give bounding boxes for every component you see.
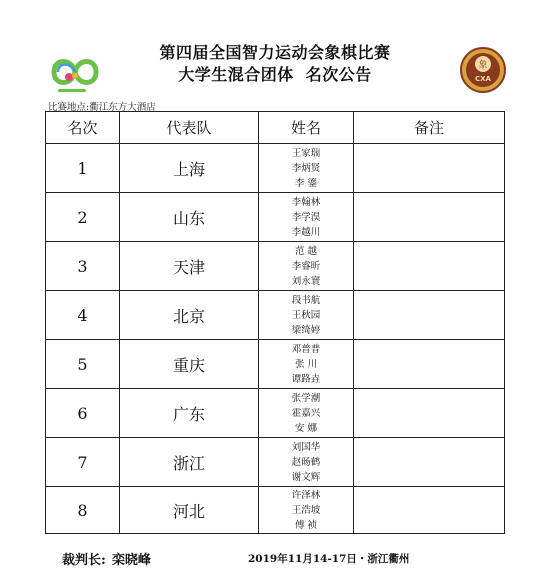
rank-cell: 1 — [46, 144, 120, 193]
rank-cell: 4 — [46, 291, 120, 340]
emblem-text: CXA — [475, 75, 491, 83]
table-row — [46, 242, 505, 291]
members-cell — [259, 242, 354, 291]
member-name: 邓普普 — [291, 343, 321, 355]
member-name: 李越川 — [291, 226, 321, 238]
note-cell — [354, 389, 505, 438]
member-name: 安 娜 — [294, 422, 318, 434]
member-name: 王秋园 — [291, 309, 321, 321]
referee-name: 栾晓峰 — [111, 553, 151, 568]
members-cell — [259, 291, 354, 340]
table-row — [46, 144, 505, 193]
table-row — [46, 438, 505, 487]
title-line-2 — [0, 62, 550, 85]
team-cell: 河北 — [120, 487, 259, 534]
emblem-char: 象 — [478, 60, 488, 71]
rank-cell: 5 — [46, 340, 120, 389]
note-cell — [354, 487, 505, 534]
table-row — [46, 193, 505, 242]
member-name: 许泽林 — [291, 489, 321, 501]
member-name: 谭路垚 — [291, 373, 321, 385]
col-rank-header: 名次 — [46, 112, 120, 144]
member-name: 张学潮 — [291, 392, 321, 404]
member-name: 李翰林 — [291, 196, 321, 208]
member-name: 赵旸鹤 — [291, 456, 321, 468]
team-cell: 北京 — [120, 291, 259, 340]
member-name: 傅 祯 — [294, 519, 318, 531]
table-row — [46, 487, 505, 534]
col-team-header: 代表队 — [120, 112, 259, 144]
member-name: 李 鎏 — [294, 177, 318, 189]
table-row — [46, 340, 505, 389]
member-name: 张 川 — [294, 358, 318, 370]
title-subtitle: 大学生混合团体 — [178, 65, 294, 84]
note-cell — [354, 340, 505, 389]
rank-cell: 2 — [46, 193, 120, 242]
member-name: 刘国华 — [291, 441, 321, 453]
team-cell: 上海 — [120, 144, 259, 193]
member-name: 霍嘉兴 — [291, 407, 321, 419]
referee-signature — [62, 549, 151, 568]
members-cell — [259, 193, 354, 242]
member-name: 王家瑞 — [291, 147, 321, 159]
member-name: 刘永寰 — [291, 275, 321, 287]
note-cell — [354, 291, 505, 340]
date-place: 2019年11月14-17日・浙江衢州 — [248, 553, 410, 565]
note-cell — [354, 438, 505, 487]
member-name: 李学淏 — [291, 211, 321, 223]
title-line-1: 第四届全国智力运动会象棋比赛 — [159, 43, 391, 62]
team-cell: 浙江 — [120, 438, 259, 487]
member-name: 李睿昕 — [291, 260, 321, 272]
members-cell — [259, 340, 354, 389]
note-cell — [354, 193, 505, 242]
note-cell — [354, 144, 505, 193]
title-notice: 名次公告 — [305, 65, 372, 84]
col-name-header: 姓名 — [259, 112, 354, 144]
team-cell: 广东 — [120, 389, 259, 438]
members-cell — [259, 144, 354, 193]
note-cell — [354, 242, 505, 291]
members-cell — [259, 487, 354, 534]
table-row — [46, 291, 505, 340]
member-name: 王浩坡 — [291, 504, 321, 516]
table-header-row — [46, 112, 505, 144]
team-cell: 重庆 — [120, 340, 259, 389]
member-name: 范 越 — [294, 245, 318, 257]
member-name: 梁绮婷 — [291, 324, 321, 336]
member-name: 谢文辉 — [291, 471, 321, 483]
venue-text: 比赛地点:衢江东方大酒店 — [48, 102, 156, 113]
rank-cell: 6 — [46, 389, 120, 438]
rank-cell: 3 — [46, 242, 120, 291]
referee-label: 裁判长: — [62, 553, 106, 568]
members-cell — [259, 438, 354, 487]
table-row — [46, 389, 505, 438]
col-note-header: 备注 — [354, 112, 505, 144]
rank-cell: 8 — [46, 487, 120, 534]
rank-cell: 7 — [46, 438, 120, 487]
results-table — [45, 111, 505, 534]
team-cell: 天津 — [120, 242, 259, 291]
member-name: 李炳贤 — [291, 162, 321, 174]
team-cell: 山东 — [120, 193, 259, 242]
member-name: 段书航 — [291, 294, 321, 306]
members-cell — [259, 389, 354, 438]
